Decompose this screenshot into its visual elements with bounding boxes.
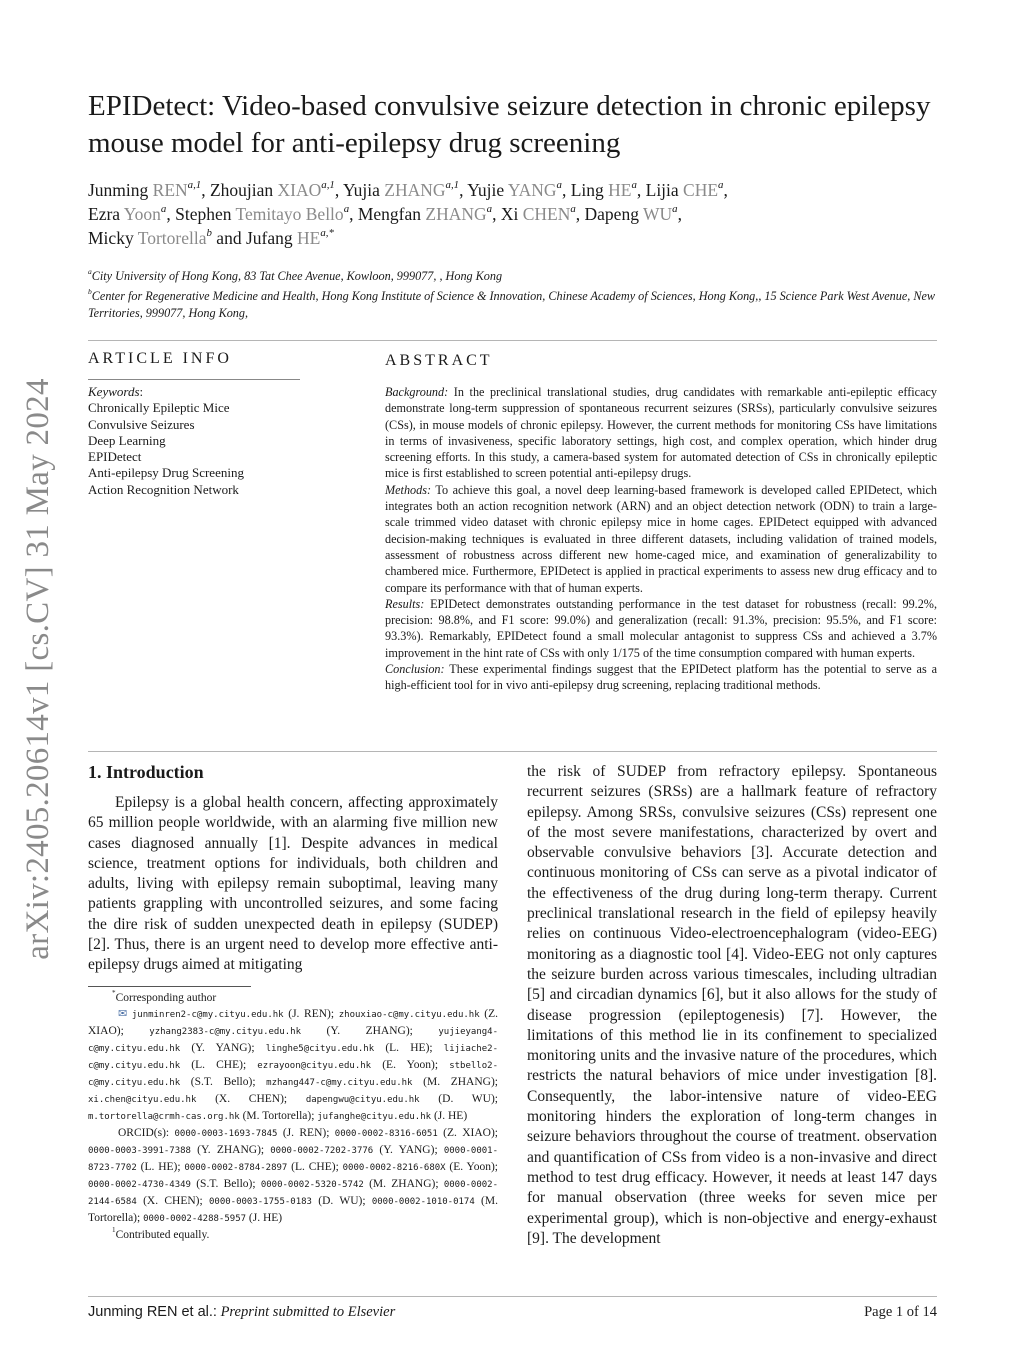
email-address[interactable]: linghe5@cityu.edu.hk	[265, 1044, 375, 1054]
email-address[interactable]: zhouxiao-c@my.cityu.edu.hk	[338, 1010, 480, 1020]
keyword-item: Convulsive Seizures	[88, 416, 195, 432]
orcid-id[interactable]: 0000-0001-8723-7702	[88, 1146, 498, 1173]
author-list: Junming REN$^{a,1}$, Zhoujian XIAO$^{a,1}$, Yujia ZHANG$^{a,1}$, Yujie YANG$^a$, Ling $HE^a$, Lijia CHE$^a$, Ezra Yoon$^a$, Stephen Temitayo Bello$^a$, Mengfan ZHANG$^a$, Xi CHEN$^a$, Dapeng $WU^a$, Micky Tortorella$^b$ and Jufang $HE^{a,*}$	[88, 179, 728, 248]
paper-title: EPIDetect: Video-based convulsive seizure detection in chronic epilepsy mouse model for anti-epilepsy drug screening	[88, 90, 931, 159]
intro-continuation: the risk of SUDEP from refractory epilepsy. Spontaneous recurrent seizures (SRSs) are a hallmark feature of refractory epilepsy. Among SRSs, convulsive seizures (CSs) represent one of the most severe manifestations, characterized by overt and observable convulsive behaviors [3]. Accurate detection and continuous monitoring of CSs can serve as a pivotal indicator of the effectiveness of the drug during long-term therapy. Current preclinical translational research in the field of epilepsy heavily relies on continuous Video-electroencephalogram (video-EEG) monitoring as a diagnostic tool [4]. Video-EEG not only captures the seizure burden across various timescales, including ultradian [5] and circadian dynamics [6], but it also allows for the study of disease progression (epileptogenesis) [7]. However, the limitations of this method lie in its confinement to specialized monitoring units and the invasive nature of the procedures, which restricts the natural behaviors of mice under investigation [8]. Consequently, the labor-intensive nature of video-EEG monitoring hinders the exploration of long-term changes in seizure behaviors throughout the course of treatment. observation and quantification of CSs from video is a non-invasive and direct method to test drug efficacy. However, it needs at least 147 days for manual observation (three weeks for seven mice per experimental group), which is non-objective and energy-exhaust [9]. The development	[527, 763, 937, 1247]
orcid-id[interactable]: 0000-0002-8784-2897	[184, 1163, 288, 1173]
abstract-conclusion: Conclusion: These experimental findings suggest that the EPIDetect platform has the potential to serve as a high-efficient tool for in vivo anti-epilepsy drug screening, replacing traditional methods.	[385, 662, 938, 693]
author-name: Mengfan ZHANG$^a$	[357, 203, 493, 224]
orcid-id[interactable]: 0000-0002-4288-5957	[143, 1214, 247, 1224]
email-address[interactable]: xi.chen@cityu.edu.hk	[88, 1095, 197, 1105]
email-address[interactable]: dapengwu@cityu.edu.hk	[305, 1095, 420, 1105]
keyword-item: Action Recognition Network	[88, 481, 239, 497]
author-name: Jufang $HE^{a,*}$	[245, 227, 334, 248]
running-footer-left: Junming REN et al.: Preprint submitted to Elsevier	[88, 1304, 396, 1320]
orcid-id[interactable]: 0000-0002-8216-680X	[342, 1163, 446, 1173]
affiliation-a: $^a$City University of Hong Kong, 83 Tat Chee Avenue, Kowloon, 999077, , Hong Kong	[88, 267, 503, 283]
email-address[interactable]: jufanghe@cityu.edu.hk	[317, 1112, 432, 1122]
orcid-id[interactable]: 0000-0003-1693-7845	[174, 1129, 278, 1139]
keyword-item: Deep Learning	[88, 432, 166, 448]
author-name: Ezra Yoon$^a$	[88, 203, 167, 224]
article-info-rule	[88, 379, 300, 380]
author-name: Stephen Temitayo Bello$^a$	[175, 203, 350, 224]
footnotes	[88, 990, 498, 1243]
footnote-equal-contribution: $^1$Contributed equally.	[112, 1226, 210, 1241]
affiliations	[88, 268, 938, 325]
keyword-item: Chronically Epileptic Mice	[88, 400, 230, 416]
column-right	[527, 762, 937, 1249]
column-left	[88, 762, 498, 976]
footnote-emails: ✉ junminren2-c@my.cityu.edu.hk (J. REN); zhouxiao-c@my.cityu.edu.hk (Z. XIAO); yzhang2383-c@my.cityu.edu.hk (Y. ZHANG); yujieyang4-c@my.cityu.edu.hk (Y. YANG); linghe5@cityu.edu.hk (L. HE); lijiache2-c@my.cityu.edu.hk (L. CHE); ezrayoon@cityu.edu.hk (E. Yoon); stbello2-c@my.cityu.edu.hk (S.T. Bello); mzhang447-c@my.cityu.edu.hk (M. ZHANG); xi.chen@cityu.edu.hk (X. CHEN); dapengwu@cityu.edu.hk (D. WU); m.tortorella@crmh-cas.org.hk (M. Tortorella); jufanghe@cityu.edu.hk (J. HE)	[88, 1008, 498, 1122]
author-name: Ling $HE^a$	[570, 179, 637, 200]
intro-paragraph: Epilepsy is a global health concern, affecting approximately 65 million people worldwide, with an alarming five million new cases diagnosed annually [1]. Despite advances in medical science, treatment options for individuals, both children and adults, living with epilepsy remain suboptimal, leaving many patients grappling with uncontrolled seizures, and some facing the dire risk of sudden unexpected death in epilepsy (SUDEP) [2]. Thus, there is an urgent need to develop more effective anti-epilepsy drugs aimed at mitigating	[88, 794, 498, 974]
orcid-id[interactable]: 0000-0002-5320-5742	[260, 1180, 364, 1190]
footnote-rule	[88, 986, 251, 987]
author-name: Junming REN$^{a,1}$	[88, 179, 202, 200]
email-address[interactable]: stbello2-c@my.cityu.edu.hk	[88, 1061, 498, 1088]
email-address[interactable]: yzhang2383-c@my.cityu.edu.hk	[149, 1027, 302, 1037]
footnote-orcids: ORCID(s): 0000-0003-1693-7845 (J. REN); 0000-0002-8316-6051 (Z. XIAO); 0000-0003-3991-7388 (Y. ZHANG); 0000-0002-7202-3776 (Y. YANG); 0000-0001-8723-7702 (L. HE); 0000-0002-8784-2897 (L. CHE); 0000-0002-8216-680X (E. Yoon); 0000-0002-4730-4349 (S.T. Bello); 0000-0002-5320-5742 (M. ZHANG); 0000-0002-2144-6584 (X. CHEN); 0000-0003-1755-0183 (D. WU); 0000-0002-1010-0174 (M. Tortorella); 0000-0002-4288-5957 (J. HE)	[88, 1127, 498, 1224]
author-name: Micky Tortorella$^b$	[88, 227, 212, 248]
abstract-heading: ABSTRACT	[385, 352, 493, 369]
email-address[interactable]: junminren2-c@my.cityu.edu.hk	[131, 1010, 284, 1020]
divider-top	[88, 340, 937, 341]
divider-abstract	[88, 751, 937, 752]
author-name: Xi CHEN$^a$	[500, 203, 576, 224]
author-name: Lijia CHE$^a$	[645, 179, 724, 200]
orcid-id[interactable]: 0000-0002-8316-6051	[334, 1129, 438, 1139]
author-name: Yujie YANG$^a$	[467, 179, 562, 200]
keyword-item: Anti-epilepsy Drug Screening	[88, 465, 244, 481]
envelope-icon: ✉	[118, 1008, 128, 1020]
keywords-block: Keywords: Chronically Epileptic Mice Convulsive Seizures Deep Learning EPIDetect Anti-epilepsy Drug Screening Action Recognition Network	[88, 384, 298, 498]
abstract-results: Results: EPIDetect demonstrates outstanding performance in the test dataset for robustness (recall: 99.2%, precision: 98.8%, and F1 score: 99.0%) and generalization (recall: 91.3%, precision: 95.5%, and F1 score: 93.3%). Remarkably, EPIDetect found a small molecular antagonist to suppress CSs and achieved a 3.7% improvement in the hint rate of CSs with only 1/175 of the time consumption compared with human experts.	[385, 596, 937, 660]
email-address[interactable]: m.tortorella@crmh-cas.org.hk	[88, 1112, 240, 1122]
orcid-id[interactable]: 0000-0003-3991-7388	[88, 1146, 191, 1156]
page-number: Page 1 of 14	[864, 1304, 937, 1320]
orcid-id[interactable]: 0000-0002-7202-3776	[270, 1146, 374, 1156]
author-name: Zhoujian XIAO$^{a,1}$	[209, 179, 335, 200]
abstract-body	[385, 384, 937, 694]
affiliation-b: $^b$Center for Regenerative Medicine and Health, Hong Kong Institute of Science & Innovation, Chinese Academy of Sciences, Hong Kong,, 15 Science Park West Avenue, New Territories, 999077, Hong Kong,	[88, 287, 935, 320]
footnote-corresponding: *Corresponding author	[112, 989, 217, 1004]
author-and: and	[211, 228, 246, 248]
article-info-heading: ARTICLE INFO	[88, 350, 232, 367]
keywords-label: Keywords	[88, 384, 140, 399]
abstract-background: Background: In the preclinical translational studies, drug candidates with remarkable anti-epileptic efficacy demonstrate long-term suppression of spontaneous recurrent seizures (SRSs), particularly convulsive seizures (CSs), in mouse models of chronic epilepsy. However, the current methods for monitoring CSs have limitations in terms of invasiveness, specific laboratory settings, high cost, and complex operation, which hinder drug screening efforts. In this study, a camera-based system for automated detection of CSs in chronically epileptic mice is first established to screen potential anti-epilepsy drugs.	[385, 385, 938, 481]
email-address[interactable]: ezrayoon@cityu.edu.hk	[257, 1061, 372, 1071]
orcid-id[interactable]: 0000-0002-2144-6584	[88, 1180, 498, 1207]
arxiv-identifier: arXiv:2405.20614v1 [cs.CV] 31 May 2024	[20, 378, 56, 960]
email-address[interactable]: lijiache2-c@my.cityu.edu.hk	[88, 1044, 498, 1071]
orcid-id[interactable]: 0000-0003-1755-0183	[209, 1197, 312, 1207]
email-address[interactable]: mzhang447-c@my.cityu.edu.hk	[266, 1078, 413, 1088]
section-heading-introduction: 1. Introduction	[88, 762, 204, 782]
orcid-id[interactable]: 0000-0002-4730-4349	[88, 1180, 191, 1190]
author-name: Dapeng $WU^a$	[584, 203, 678, 224]
keyword-item: EPIDetect	[88, 449, 142, 465]
orcid-id[interactable]: 0000-0002-1010-0174	[371, 1197, 475, 1207]
author-name: Yujia ZHANG$^{a,1}$	[342, 179, 460, 200]
email-address[interactable]: yujieyang4-c@my.cityu.edu.hk	[88, 1027, 498, 1054]
divider-footer	[88, 1296, 937, 1297]
abstract-methods: Methods: To achieve this goal, a novel deep learning-based framework is developed called EPIDetect, which integrates both an action recognition network (ARN) and an object detection network (ODN) to train a large-scale trimmed video dataset with chronic epilepsy mice in home cages. EPIDetect equipped with advanced decision-making techniques is evaluated in three different datasets, including validation of trained models, assessment of robustness across different new home-caged mice, and examination of generalizability to chambered mice. Furthermore, EPIDetect is applied in practical experiments to assess new drug efficacy and to compare its performance with that of human experts.	[385, 482, 938, 595]
